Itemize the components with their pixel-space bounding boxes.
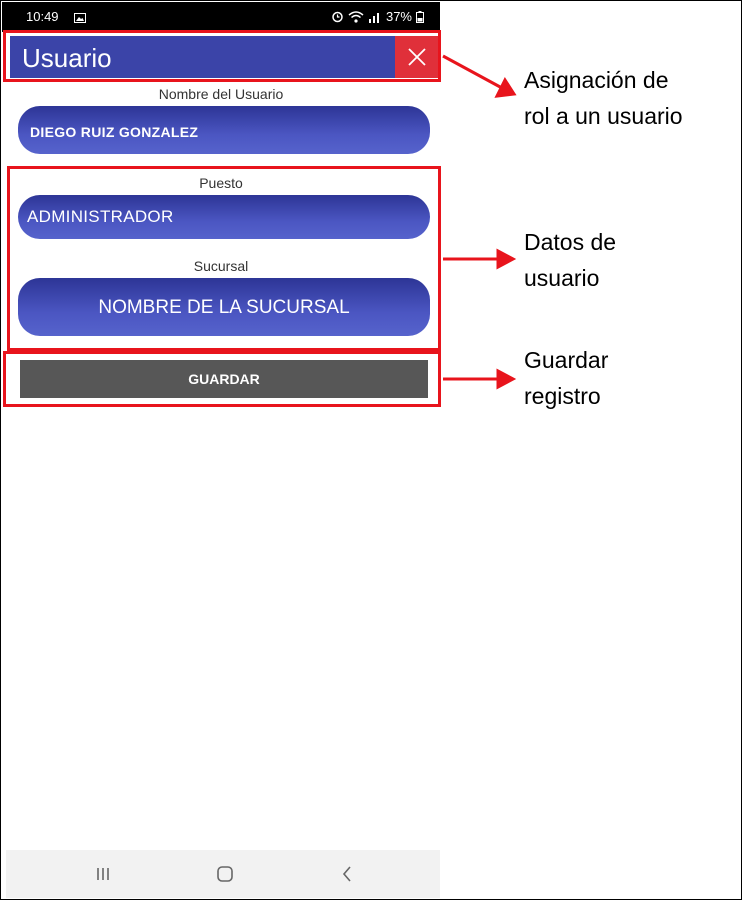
annotation-title <box>524 62 683 134</box>
annotation-save <box>524 342 608 414</box>
recents-icon <box>95 866 111 882</box>
battery-icon <box>416 11 424 23</box>
signal-icon <box>368 11 382 23</box>
branch-select[interactable]: NOMBRE DE LA SUCURSAL <box>18 278 430 336</box>
user-name-field[interactable]: DIEGO RUIZ GONZALEZ <box>18 106 430 154</box>
annotation-data-line1: Datos de <box>524 229 617 255</box>
annotation-title-line2: rol a un usuario <box>524 103 683 129</box>
status-icons <box>331 9 424 24</box>
status-time: 10:49 <box>26 9 59 24</box>
gallery-icon <box>74 11 86 21</box>
recents-button[interactable] <box>88 864 118 884</box>
highlight-box-title <box>3 30 441 82</box>
annotation-title-line1: Asignación de <box>524 67 669 93</box>
position-label: Puesto <box>199 175 243 191</box>
annotation-data <box>524 224 616 296</box>
user-name-label: Nombre del Usuario <box>158 86 284 102</box>
phone-screen <box>2 2 440 896</box>
home-icon <box>216 865 234 883</box>
position-select[interactable]: ADMINISTRADOR <box>18 195 430 239</box>
highlight-box-save <box>3 351 441 407</box>
wifi-icon <box>348 11 364 23</box>
battery-text: 37% <box>385 9 412 24</box>
home-button[interactable] <box>210 864 240 884</box>
navigation-bar <box>6 850 440 898</box>
branch-label: Sucursal <box>193 258 249 274</box>
annotation-save-line1: Guardar <box>524 347 609 373</box>
status-bar <box>2 2 440 32</box>
page-title: Usuario <box>22 43 112 73</box>
annotation-save-line2: registro <box>524 383 601 409</box>
annotation-data-line2: usuario <box>524 265 600 291</box>
back-icon <box>341 866 353 882</box>
alarm-icon <box>331 10 344 23</box>
highlight-box-data <box>7 166 441 351</box>
back-button[interactable] <box>332 864 362 884</box>
save-button[interactable]: GUARDAR <box>20 360 428 398</box>
